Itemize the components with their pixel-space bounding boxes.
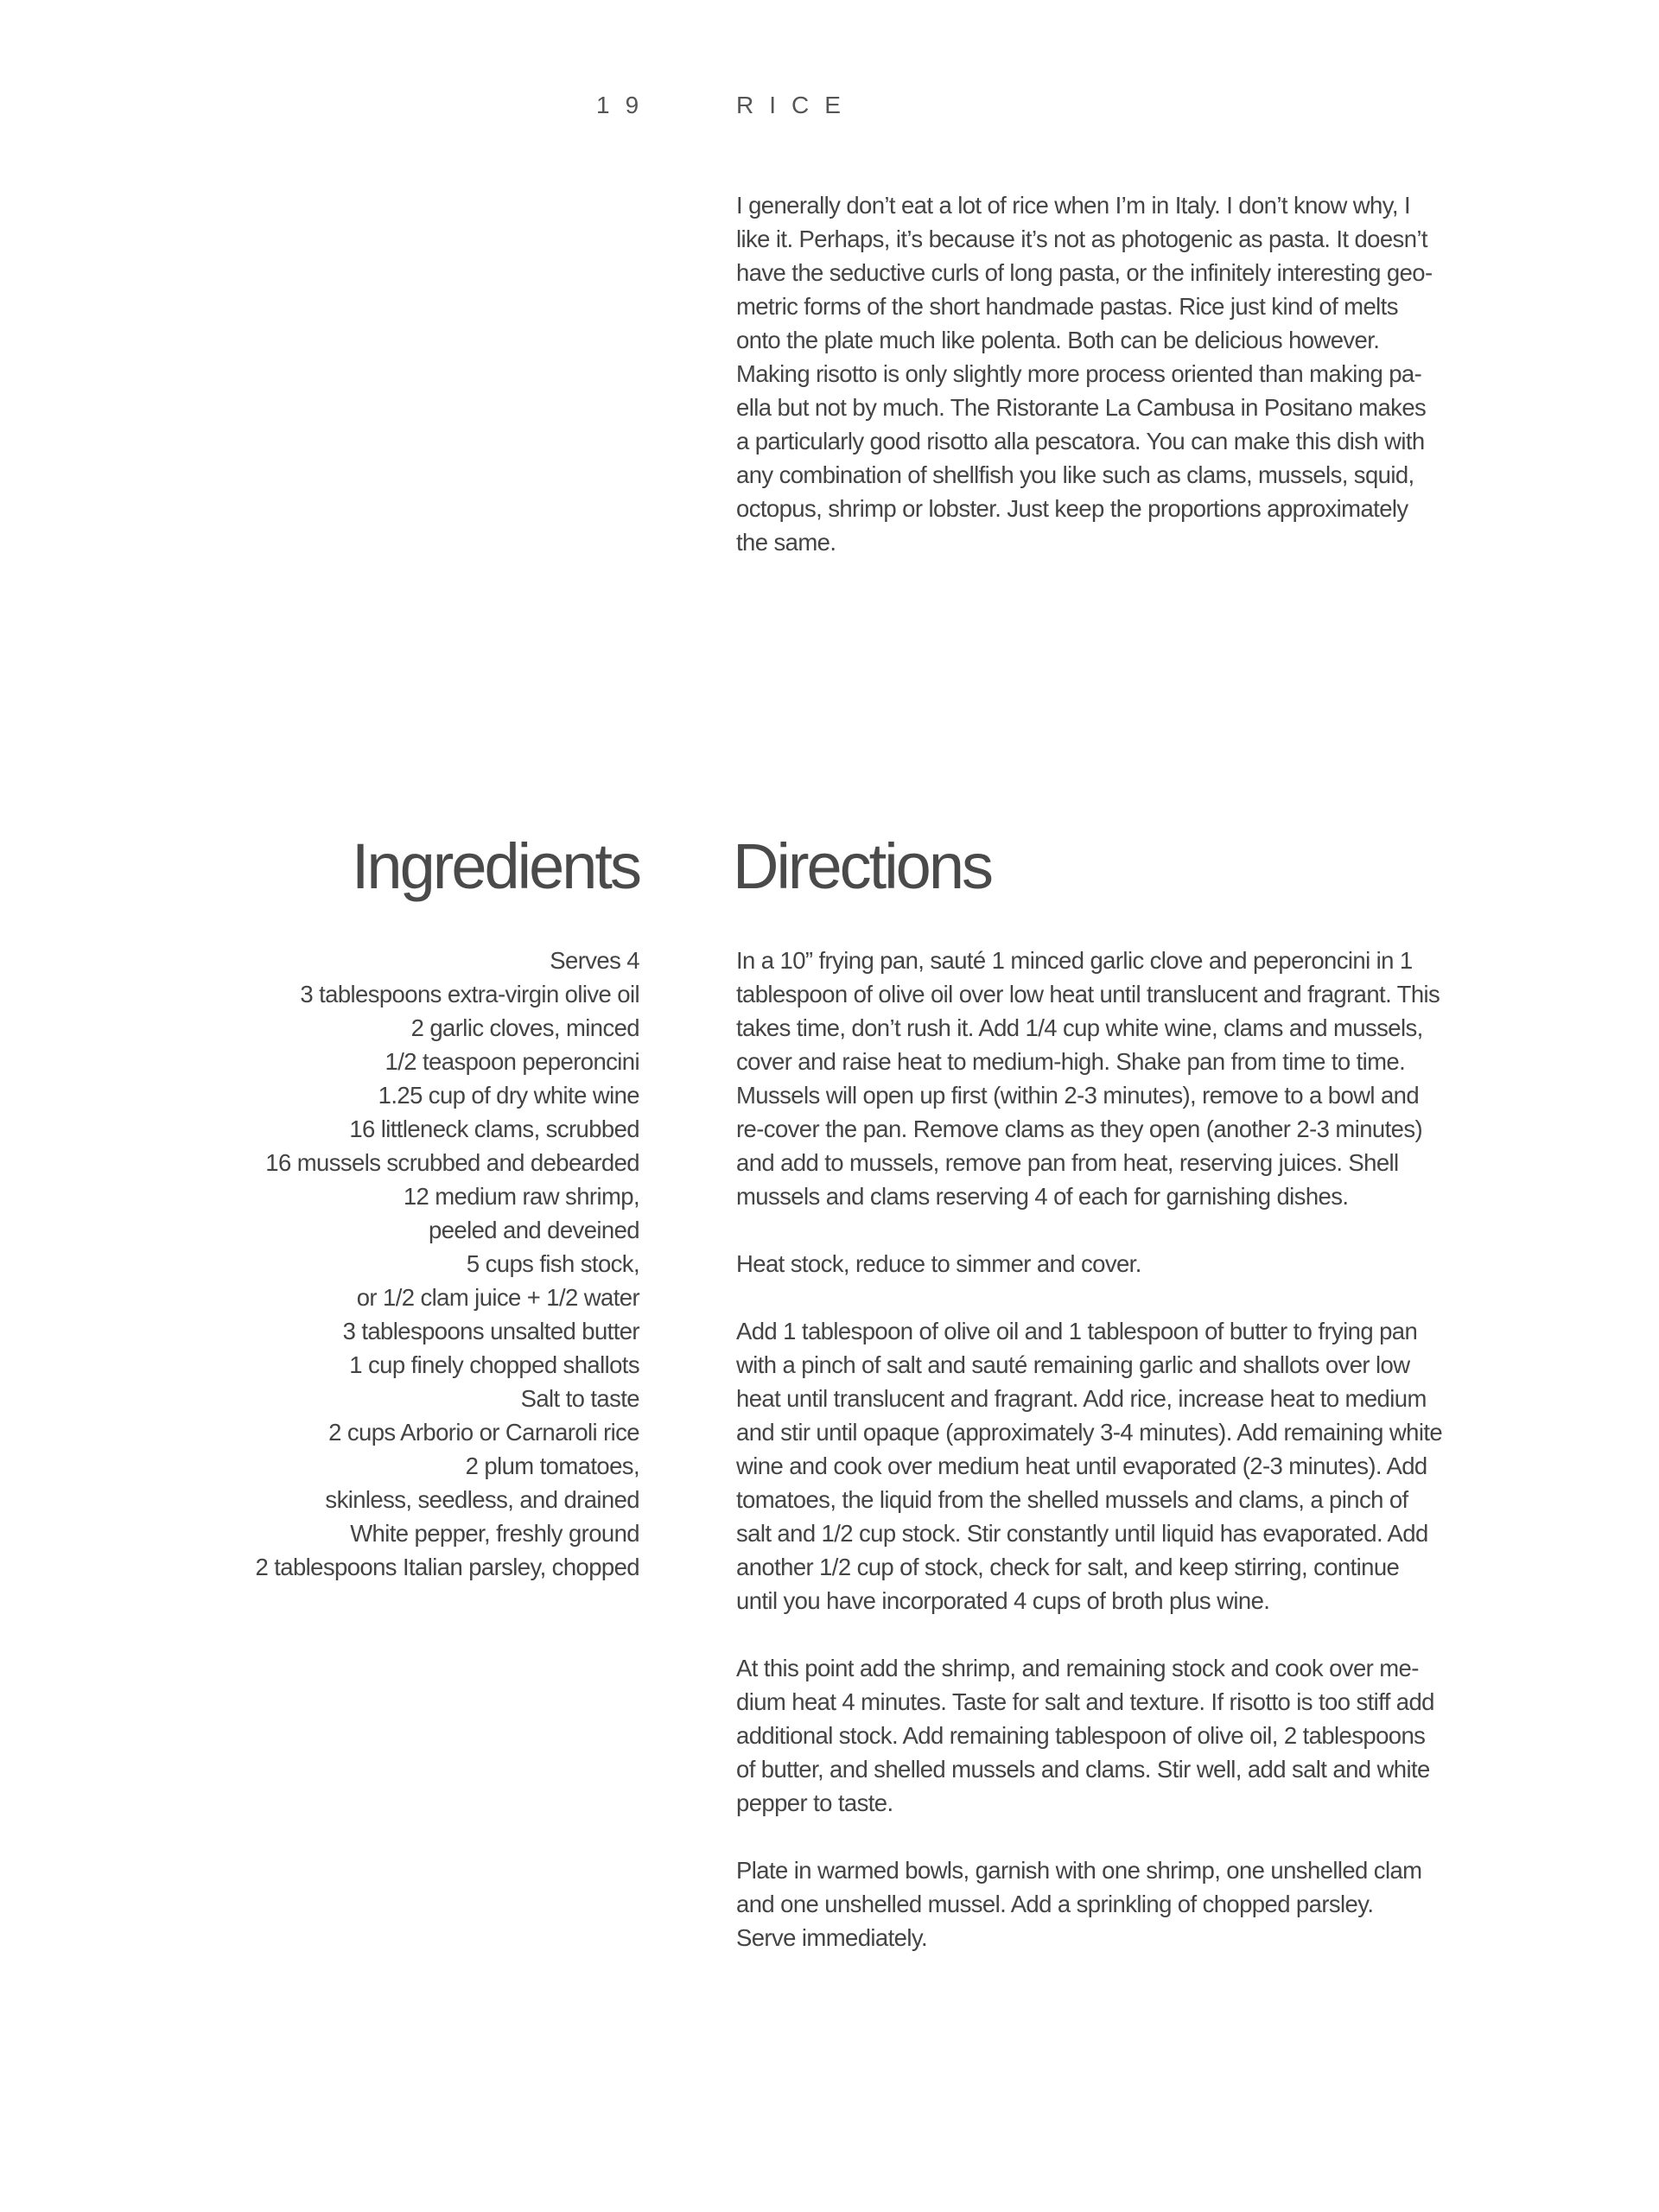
ingredient-item: 1/2 teaspoon peperoncini [385,1048,639,1075]
ingredient-item: 16 littleneck clams, scrubbed [349,1116,639,1142]
ingredient-item: 1 cup finely chopped shallots [349,1351,639,1378]
page-number: 19 [596,92,655,118]
ingredient-item: 2 garlic cloves, minced [410,1014,639,1041]
direction-paragraph: Plate in warmed bowls, garnish with one shrimp, one unshelled clam and one unshelled mussel. Add a sprinkling of chopped parsley. Serve immediately. [736,1857,1422,1951]
ingredient-item: 3 tablespoons extra-virgin olive oil [300,981,639,1007]
intro-paragraph: I generally don’t eat a lot of rice when I’m in Italy. I don’t know why, I like it. Perhaps, it’s because it’s not as photogenic as pasta. It doesn’t have the seductive curls of long pasta, or the infinitely interesting geo- metric forms of the short handmade pastas. Rice just kind of melts onto the plate much like polenta. Both can be delicious however. Making risotto is only slightly more process oriented than making pa- ella but not by much. The Ristorante La Cambusa in Positano makes a particularly good risotto alla pescatora. You can make this dish with any combination of shellfish you like such as clams, mussels, squid, octopus, shrimp or lobster. Just keep the proportions approximately the same. [736,192,1433,556]
direction-paragraph: In a 10” frying pan, sauté 1 minced garlic clove and peperoncini in 1 tablespoon of olive oil over low heat until translucent and fragrant. This takes time, don’t rush it. Add 1/4 cup white wine, clams and mussels, cover and raise heat to medium-high. Shake pan from time to time. Mussels will open up first (within 2-3 minutes), remove to a bowl and re-cover the pan. Remove clams as they open (another 2-3 minutes) and add to mussels, remove pan from heat, reserving juices. Shell mussels and clams reserving 4 of each for garnishing dishes. [736,947,1440,1210]
ingredient-item: 16 mussels scrubbed and debearded [265,1149,639,1176]
ingredient-item: White pepper, freshly ground [350,1520,639,1547]
direction-paragraph: At this point add the shrimp, and remaining stock and cook over me- dium heat 4 minutes. Taste for salt and texture. If risotto is too stiff add additional stock. Add remaining tablespoon of olive oil, 2 tablespoons of butter, and shelled mussels and clams. Stir well, add salt and white pepper to taste. [736,1655,1434,1816]
ingredient-item: 3 tablespoons unsalted butter [342,1318,639,1344]
directions-heading: Directions [733,830,991,902]
direction-paragraph: Heat stock, reduce to simmer and cover. [736,1250,1141,1277]
ingredient-item: 1.25 cup of dry white wine [378,1082,639,1109]
directions-body [736,944,1497,1988]
ingredient-item: Salt to taste [520,1385,639,1412]
ingredients-heading: Ingredients [351,830,639,902]
ingredient-item: or 1/2 clam juice + 1/2 water [356,1284,639,1311]
ingredient-item: 12 medium raw shrimp, [403,1183,639,1210]
ingredient-item: peeled and deveined [429,1217,639,1243]
section-title: RICE [736,92,856,118]
ingredient-item: 2 tablespoons Italian parsley, chopped [255,1554,639,1580]
ingredients-list [156,944,639,1584]
ingredient-item: skinless, seedless, and drained [325,1486,639,1513]
direction-paragraph: Add 1 tablespoon of olive oil and 1 tablespoon of butter to frying pan with a pinch of salt and sauté remaining garlic and shallots over low heat until translucent and fragrant. Add rice, increase heat to medium and stir until opaque (approximately 3-4 minutes). Add remaining white wine and cook over medium heat until evaporated (2-3 minutes). Add tomatoes, the liquid from the shelled mussels and clams, a pinch of salt and 1/2 cup stock. Stir constantly until liquid has evaporated. Add another 1/2 cup of stock, check for salt, and keep stirring, continue until you have incorporated 4 cups of broth plus wine. [736,1318,1443,1614]
ingredient-item: 2 plum tomatoes, [465,1452,639,1479]
ingredient-item: 5 cups fish stock, [466,1250,639,1277]
ingredient-item: Serves 4 [550,947,639,974]
ingredient-item: 2 cups Arborio or Carnaroli rice [328,1419,639,1446]
